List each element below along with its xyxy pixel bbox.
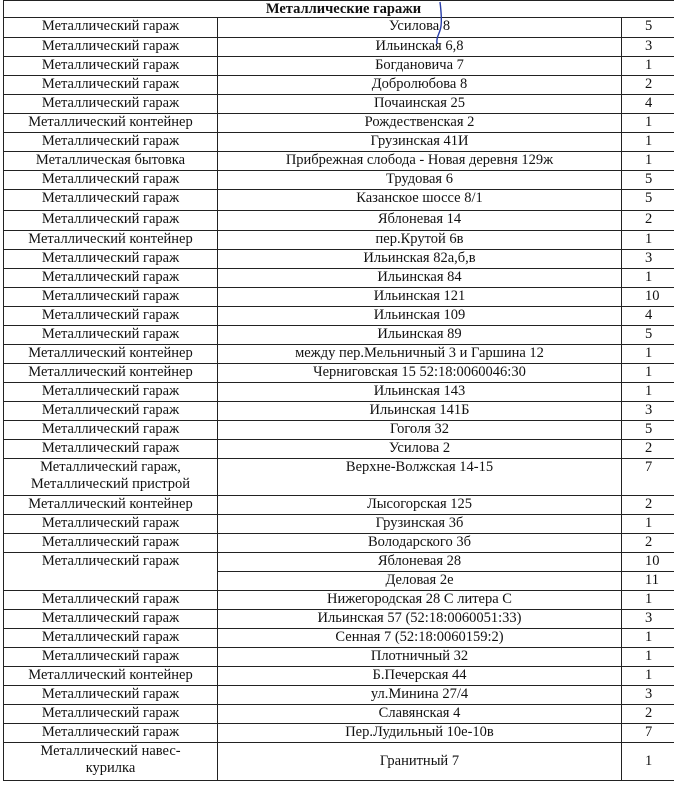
address-cell: Богдановича 7 xyxy=(218,57,622,76)
address-cell: Ильинская 121 xyxy=(218,288,622,307)
table-row xyxy=(4,515,674,534)
object-type-cell: Металлический гараж xyxy=(4,629,218,648)
object-type-cell: Металлический гараж xyxy=(4,288,218,307)
object-type-cell: Металлический гараж xyxy=(4,95,218,114)
quantity-cell: 1 xyxy=(622,152,674,171)
table-row xyxy=(4,667,674,686)
object-type-cell: Металлический гараж xyxy=(4,648,218,667)
address-cell: Гранитный 7 xyxy=(218,743,622,781)
table-row xyxy=(4,211,674,231)
object-type-cell: Металлический контейнер xyxy=(4,345,218,364)
table-row xyxy=(4,610,674,629)
quantity-cell: 5 xyxy=(622,326,674,345)
object-type-cell: Металлический гараж xyxy=(4,515,218,534)
quantity-cell: 10 xyxy=(622,553,674,572)
quantity-cell: 1 xyxy=(622,648,674,667)
address-cell: Черниговская 15 52:18:0060046:30 xyxy=(218,364,622,383)
table-row xyxy=(4,18,674,38)
address-cell: Ильинская 109 xyxy=(218,307,622,326)
quantity-cell: 3 xyxy=(622,610,674,629)
address-cell: между пер.Мельничный 3 и Гаршина 12 xyxy=(218,345,622,364)
address-cell: Нижегородская 28 С литера С xyxy=(218,591,622,610)
address-cell: Рождественская 2 xyxy=(218,114,622,133)
address-cell: Ильинская 84 xyxy=(218,269,622,288)
address-cell: Лысогорская 125 xyxy=(218,496,622,515)
table-row xyxy=(4,76,674,95)
quantity-cell: 5 xyxy=(622,421,674,440)
quantity-cell: 5 xyxy=(622,18,674,38)
quantity-cell: 2 xyxy=(622,705,674,724)
quantity-cell: 1 xyxy=(622,114,674,133)
object-type-cell: Металлический гараж xyxy=(4,269,218,288)
quantity-cell: 1 xyxy=(622,515,674,534)
table-row xyxy=(4,364,674,383)
address-cell: Усилова 2 xyxy=(218,440,622,459)
address-cell: Грузинская 41И xyxy=(218,133,622,152)
address-cell: Грузинская 3б xyxy=(218,515,622,534)
object-type-cell: Металлический гараж xyxy=(4,76,218,95)
object-type-cell: Металлический гараж xyxy=(4,133,218,152)
table-row xyxy=(4,152,674,171)
quantity-cell: 7 xyxy=(622,724,674,743)
quantity-cell: 7 xyxy=(622,459,674,496)
table-row xyxy=(4,440,674,459)
table-row xyxy=(4,629,674,648)
address-cell: Ильинская 82а,б,в xyxy=(218,250,622,269)
address-cell: Верхне-Волжская 14-15 xyxy=(218,459,622,496)
address-cell: Пер.Лудильный 10е-10в xyxy=(218,724,622,743)
quantity-cell: 3 xyxy=(622,402,674,421)
address-cell: пер.Крутой 6в xyxy=(218,231,622,250)
quantity-cell: 3 xyxy=(622,250,674,269)
quantity-cell: 1 xyxy=(622,269,674,288)
object-type-cell: Металлический гараж xyxy=(4,211,218,231)
address-cell: Сенная 7 (52:18:0060159:2) xyxy=(218,629,622,648)
table-row xyxy=(4,269,674,288)
object-type-cell: Металлический контейнер xyxy=(4,496,218,515)
table-row xyxy=(4,534,674,553)
table-row xyxy=(4,231,674,250)
table-row xyxy=(4,648,674,667)
quantity-cell: 2 xyxy=(622,496,674,515)
table-row xyxy=(4,553,674,572)
address-cell: Б.Печерская 44 xyxy=(218,667,622,686)
object-type-cell: Металлический гараж xyxy=(4,171,218,190)
address-cell: Усилова 8 xyxy=(218,18,622,38)
table-row xyxy=(4,421,674,440)
object-type-cell: Металлический гараж xyxy=(4,421,218,440)
object-type-cell: Металлический гараж xyxy=(4,591,218,610)
table-row xyxy=(4,383,674,402)
object-type-cell: Металлический гараж xyxy=(4,440,218,459)
quantity-cell: 2 xyxy=(622,211,674,231)
object-type-cell: Металлический гараж xyxy=(4,686,218,705)
quantity-cell: 1 xyxy=(622,743,674,781)
quantity-cell: 5 xyxy=(622,190,674,211)
object-type-cell: Металлический гараж xyxy=(4,326,218,345)
address-cell: Яблоневая 28 xyxy=(218,553,622,572)
address-cell: Казанское шоссе 8/1 xyxy=(218,190,622,211)
table-row xyxy=(4,496,674,515)
quantity-cell: 10 xyxy=(622,288,674,307)
address-cell: Добролюбова 8 xyxy=(218,76,622,95)
quantity-cell: 1 xyxy=(622,231,674,250)
address-cell: Деловая 2е xyxy=(218,572,622,591)
object-type-cell: Металлический контейнер xyxy=(4,114,218,133)
table-row xyxy=(4,724,674,743)
table-row xyxy=(4,591,674,610)
quantity-cell: 1 xyxy=(622,591,674,610)
address-cell: Почаинская 25 xyxy=(218,95,622,114)
quantity-cell: 4 xyxy=(622,307,674,326)
table-row xyxy=(4,307,674,326)
address-cell: Трудовая 6 xyxy=(218,171,622,190)
table-row xyxy=(4,95,674,114)
quantity-cell: 2 xyxy=(622,440,674,459)
table-row xyxy=(4,114,674,133)
table-row xyxy=(4,250,674,269)
object-type-cell: Металлический гараж xyxy=(4,383,218,402)
quantity-cell: 1 xyxy=(622,629,674,648)
address-cell: Ильинская 143 xyxy=(218,383,622,402)
address-cell: Яблоневая 14 xyxy=(218,211,622,231)
quantity-cell: 1 xyxy=(622,345,674,364)
garages-table xyxy=(3,0,674,781)
address-cell: Славянская 4 xyxy=(218,705,622,724)
quantity-cell: 3 xyxy=(622,38,674,57)
address-cell: Ильинская 89 xyxy=(218,326,622,345)
table-title: Металлические гаражи xyxy=(4,1,674,18)
quantity-cell: 1 xyxy=(622,133,674,152)
table-row xyxy=(4,686,674,705)
address-cell: Плотничный 32 xyxy=(218,648,622,667)
address-cell: Володарского 3б xyxy=(218,534,622,553)
address-cell: Прибрежная слобода - Новая деревня 129ж xyxy=(218,152,622,171)
object-type-cell: Металлический гараж, Металлический пристрой xyxy=(4,459,218,496)
object-type-cell: Металлический гараж xyxy=(4,57,218,76)
object-type-cell: Металлический гараж xyxy=(4,18,218,38)
object-type-cell: Металлический гараж xyxy=(4,610,218,629)
object-type-cell: Металлический гараж xyxy=(4,307,218,326)
quantity-cell: 1 xyxy=(622,383,674,402)
table-row xyxy=(4,57,674,76)
table-row xyxy=(4,743,674,781)
quantity-cell: 1 xyxy=(622,364,674,383)
object-type-cell: Металлический навес- курилка xyxy=(4,743,218,781)
address-cell: Ильинская 6,8 xyxy=(218,38,622,57)
quantity-cell: 5 xyxy=(622,171,674,190)
object-type-cell: Металлический гараж xyxy=(4,553,218,591)
object-type-cell: Металлический гараж xyxy=(4,190,218,211)
object-type-cell: Металлический гараж xyxy=(4,534,218,553)
address-cell: Ильинская 57 (52:18:0060051:33) xyxy=(218,610,622,629)
object-type-cell: Металлический контейнер xyxy=(4,667,218,686)
table-row xyxy=(4,459,674,496)
table-row xyxy=(4,326,674,345)
table-row xyxy=(4,345,674,364)
table-row xyxy=(4,705,674,724)
object-type-cell: Металлический гараж xyxy=(4,38,218,57)
table-row xyxy=(4,171,674,190)
object-type-cell: Металлический гараж xyxy=(4,724,218,743)
object-type-cell: Металлический контейнер xyxy=(4,364,218,383)
address-cell: Ильинская 141Б xyxy=(218,402,622,421)
address-cell: ул.Минина 27/4 xyxy=(218,686,622,705)
object-type-cell: Металлический гараж xyxy=(4,250,218,269)
object-type-cell: Металлический контейнер xyxy=(4,231,218,250)
object-type-cell: Металлическая бытовка xyxy=(4,152,218,171)
table-row xyxy=(4,402,674,421)
quantity-cell: 11 xyxy=(622,572,674,591)
quantity-cell: 2 xyxy=(622,76,674,95)
quantity-cell: 4 xyxy=(622,95,674,114)
table-row xyxy=(4,133,674,152)
quantity-cell: 1 xyxy=(622,57,674,76)
table-row xyxy=(4,38,674,57)
object-type-cell: Металлический гараж xyxy=(4,705,218,724)
object-type-cell: Металлический гараж xyxy=(4,402,218,421)
quantity-cell: 3 xyxy=(622,686,674,705)
quantity-cell: 1 xyxy=(622,667,674,686)
address-cell: Гоголя 32 xyxy=(218,421,622,440)
table-row xyxy=(4,288,674,307)
table-row xyxy=(4,190,674,211)
quantity-cell: 2 xyxy=(622,534,674,553)
